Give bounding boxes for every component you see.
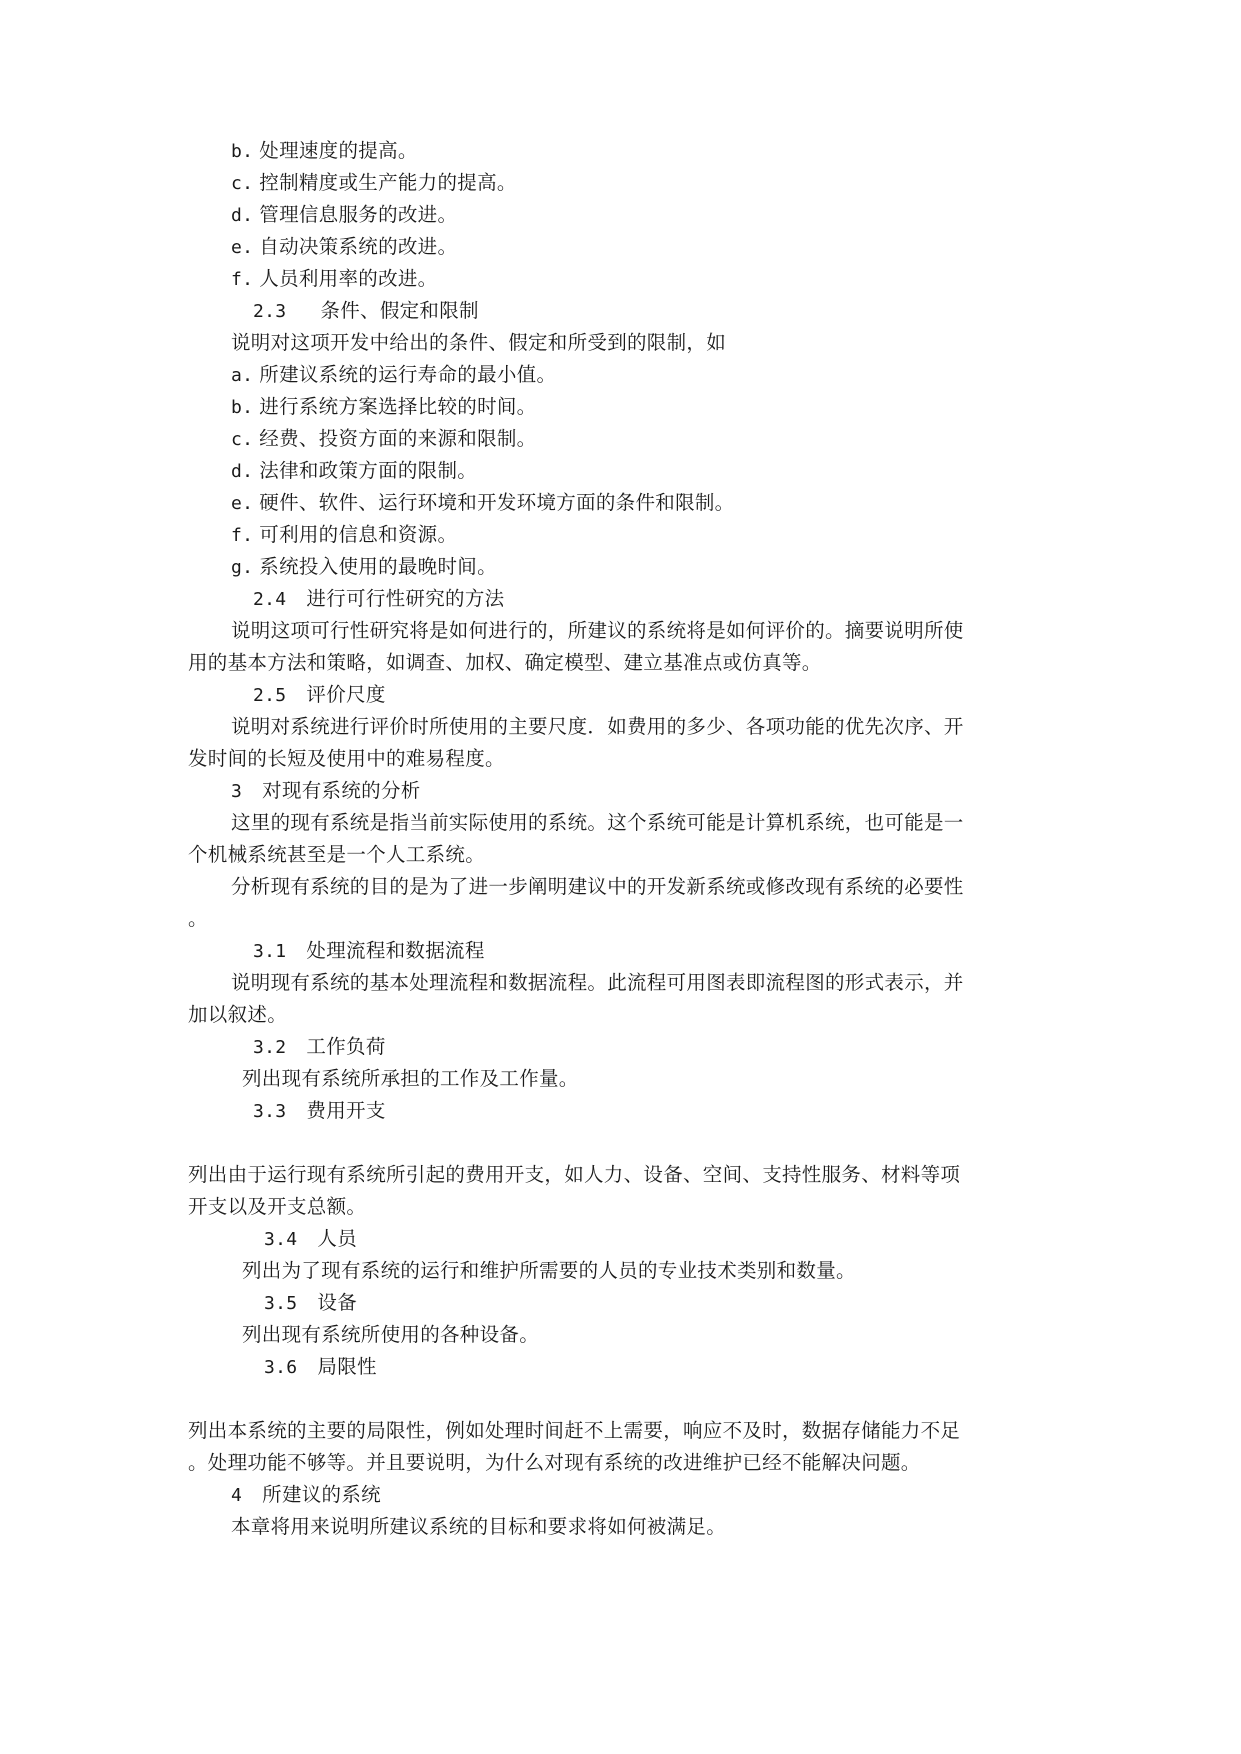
paragraph-line: 用的基本方法和策略，如调查、加权、确定模型、建立基准点或仿真等。 (188, 651, 822, 674)
list-label: a. (231, 365, 254, 386)
paragraph-line: 本章将用来说明所建议系统的目标和要求将如何被满足。 (231, 1515, 727, 1538)
list-label: c. (231, 173, 254, 194)
list-label: b. (231, 141, 254, 162)
section-title: 费用开支 (306, 1099, 386, 1122)
section-title: 设备 (317, 1291, 358, 1314)
paragraph-line: 开支以及开支总额。 (188, 1195, 367, 1218)
list-label: d. (231, 461, 254, 482)
list-label: e. (231, 237, 254, 258)
list-item (231, 458, 477, 485)
section-title: 条件、假定和限制 (320, 299, 479, 322)
list-item (231, 490, 734, 517)
paragraph-line: 说明对系统进行评价时所使用的主要尺度．如费用的多少、各项功能的优先次序、开 (231, 715, 964, 738)
list-text: 自动决策系统的改进。 (259, 235, 458, 258)
section-heading-2-4 (253, 586, 504, 613)
section-heading-2-5 (253, 682, 386, 709)
list-label: f. (231, 269, 254, 290)
section-title: 所建议的系统 (262, 1483, 381, 1506)
paragraph-line: 发时间的长短及使用中的难易程度。 (188, 747, 505, 770)
section-number: 3 (231, 781, 243, 802)
section-number: 3.6 (264, 1357, 298, 1378)
section-title: 工作负荷 (306, 1035, 386, 1058)
paragraph-line: 。 (188, 907, 208, 930)
list-text: 可利用的信息和资源。 (259, 523, 458, 546)
list-item (231, 138, 418, 165)
section-number: 3.2 (253, 1037, 287, 1058)
list-text: 法律和政策方面的限制。 (259, 459, 478, 482)
list-label: e. (231, 493, 254, 514)
paragraph-line: 个机械系统甚至是一个人工系统。 (188, 843, 486, 866)
paragraph-line: 说明现有系统的基本处理流程和数据流程。此流程可用图表即流程图的形式表示，并 (231, 971, 964, 994)
paragraph-line: 列出本系统的主要的局限性，例如处理时间赶不上需要，响应不及时，数据存储能力不足 (188, 1419, 961, 1442)
section-number: 2.5 (253, 685, 287, 706)
section-heading-3-4 (264, 1226, 357, 1253)
paragraph-line: 列出由于运行现有系统所引起的费用开支，如人力、设备、空间、支持性服务、材料等项 (188, 1163, 961, 1186)
list-item (231, 266, 437, 293)
list-item (231, 234, 457, 261)
paragraph-line: 这里的现有系统是指当前实际使用的系统。这个系统可能是计算机系统，也可能是一 (231, 811, 964, 834)
list-label: c. (231, 429, 254, 450)
paragraph-line: 列出为了现有系统的运行和维护所需要的人员的专业技术类别和数量。 (242, 1259, 856, 1282)
list-item (231, 394, 536, 421)
list-item (231, 522, 457, 549)
list-item (231, 554, 497, 581)
list-text: 管理信息服务的改进。 (259, 203, 458, 226)
section-heading-3-6 (264, 1354, 377, 1381)
section-heading-3-3 (253, 1098, 386, 1125)
section-heading-2-3 (253, 298, 479, 325)
list-text: 控制精度或生产能力的提高。 (259, 171, 517, 194)
paragraph-line: 说明这项可行性研究将是如何进行的，所建议的系统将是如何评价的。摘要说明所使 (231, 619, 964, 642)
list-item (231, 362, 556, 389)
section-title: 人员 (317, 1227, 358, 1250)
section-number: 3.1 (253, 941, 287, 962)
list-text: 经费、投资方面的来源和限制。 (259, 427, 537, 450)
list-label: g. (231, 557, 254, 578)
section-number: 4 (231, 1485, 243, 1506)
paragraph-line: 。处理功能不够等。并且要说明，为什么对现有系统的改进维护已经不能解决问题。 (188, 1451, 921, 1474)
section-heading-3-5 (264, 1290, 357, 1317)
section-title: 进行可行性研究的方法 (306, 587, 505, 610)
paragraph-line: 列出现有系统所承担的工作及工作量。 (242, 1067, 579, 1090)
list-text: 进行系统方案选择比较的时间。 (259, 395, 537, 418)
list-label: f. (231, 525, 254, 546)
section-number: 3.3 (253, 1101, 287, 1122)
list-text: 人员利用率的改进。 (259, 267, 438, 290)
section-heading-3 (231, 778, 421, 805)
section-number: 2.4 (253, 589, 287, 610)
section-heading-4 (231, 1482, 381, 1509)
list-text: 系统投入使用的最晚时间。 (259, 555, 497, 578)
list-item (231, 426, 536, 453)
section-title: 局限性 (317, 1355, 377, 1378)
section-number: 3.4 (264, 1229, 298, 1250)
paragraph-line: 列出现有系统所使用的各种设备。 (242, 1323, 540, 1346)
section-heading-3-2 (253, 1034, 386, 1061)
list-text: 所建议系统的运行寿命的最小值。 (259, 363, 557, 386)
list-item (231, 170, 517, 197)
list-text: 处理速度的提高。 (259, 139, 418, 162)
section-title: 评价尺度 (306, 683, 386, 706)
list-label: b. (231, 397, 254, 418)
paragraph-line: 分析现有系统的目的是为了进一步阐明建议中的开发新系统或修改现有系统的必要性 (231, 875, 964, 898)
list-text: 硬件、软件、运行环境和开发环境方面的条件和限制。 (259, 491, 735, 514)
section-title: 对现有系统的分析 (262, 779, 421, 802)
section-heading-3-1 (253, 938, 485, 965)
section-number: 2.3 (253, 301, 287, 322)
list-label: d. (231, 205, 254, 226)
paragraph-line: 加以叙述。 (188, 1003, 288, 1026)
paragraph: 说明对这项开发中给出的条件、假定和所受到的限制，如 (231, 331, 727, 354)
section-title: 处理流程和数据流程 (306, 939, 485, 962)
section-number: 3.5 (264, 1293, 298, 1314)
list-item (231, 202, 457, 229)
